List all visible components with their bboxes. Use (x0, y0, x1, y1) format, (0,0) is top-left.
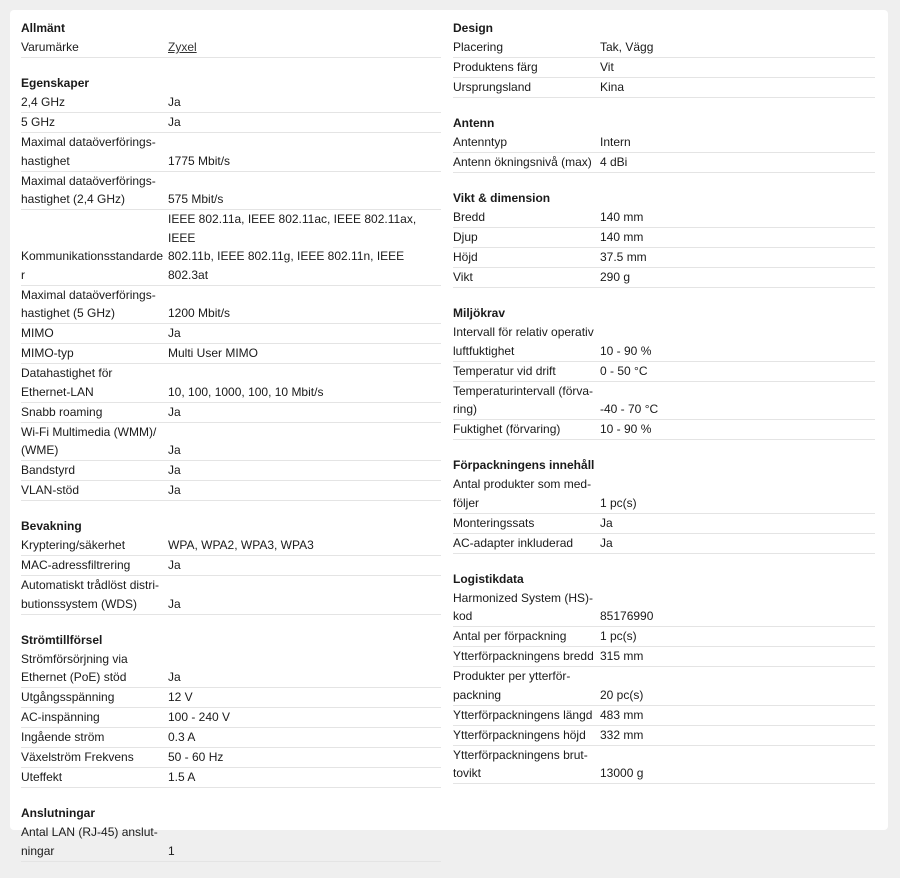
spec-label: Strömförsörjning via Ethernet (PoE) stöd (21, 651, 128, 684)
spec-label: Maximal dataöverförings- hastighet (21, 135, 156, 168)
spec-label: Djup (453, 230, 478, 244)
spec-value: 10, 100, 1000, 100, 10 Mbit/s (168, 384, 324, 399)
spec-row (453, 534, 875, 554)
spec-label: Fuktighet (förvaring) (453, 422, 561, 436)
spec-row (453, 362, 875, 382)
spec-value: 1.5 A (168, 770, 196, 784)
spec-row (21, 556, 441, 576)
spec-value: 332 mm (600, 727, 644, 742)
spec-label: Ursprungsland (453, 80, 532, 94)
spec-row (453, 58, 875, 78)
spec-row (21, 823, 441, 862)
spec-row (21, 324, 441, 344)
spec-row (21, 536, 441, 556)
spec-value: 50 - 60 Hz (168, 750, 224, 764)
spec-label: Temperatur vid drift (453, 363, 556, 378)
spec-value: 85176990 (600, 609, 654, 623)
spec-row (453, 208, 875, 228)
section-bevakning (21, 517, 441, 615)
spec-value: 483 mm (600, 707, 644, 722)
spec-row (453, 589, 875, 628)
spec-value: Ja (168, 443, 181, 457)
spec-value: 140 mm (600, 230, 644, 244)
spec-label: Växelström Frekvens (21, 750, 134, 764)
spec-value: Kina (600, 80, 625, 94)
spec-value: Ja (168, 404, 181, 419)
spec-label: Höjd (453, 250, 478, 264)
spec-value: Ja (600, 515, 613, 530)
spec-row (453, 268, 875, 288)
spec-label: Wi-Fi Multimedia (WMM)/ (WME) (21, 424, 157, 457)
spec-row (453, 133, 875, 153)
section-anslutningar (21, 804, 441, 862)
spec-value: 12 V (168, 690, 193, 704)
spec-label: Antal produkter som med- följer (453, 477, 592, 510)
spec-row (453, 228, 875, 248)
spec-value: Ja (168, 115, 181, 129)
spec-row (21, 113, 441, 133)
spec-value: 10 - 90 % (600, 343, 652, 358)
spec-value: Intern (600, 135, 631, 149)
spec-row (21, 344, 441, 364)
spec-row (21, 728, 441, 748)
spec-value: 10 - 90 % (600, 422, 652, 436)
spec-row (21, 650, 441, 689)
spec-value: Ja (168, 558, 181, 572)
section-miljokrav (453, 304, 875, 440)
spec-label: MIMO (21, 326, 54, 340)
spec-label: Ytterförpackningens bredd (453, 649, 594, 663)
spec-label: Vikt (453, 270, 473, 284)
spec-row (453, 153, 875, 173)
spec-row (453, 323, 875, 362)
spec-label: Ytterförpackningens höjd (453, 727, 586, 742)
spec-row (453, 420, 875, 440)
spec-value: 0 - 50 °C (600, 363, 648, 378)
spec-row (453, 647, 875, 667)
spec-row (21, 481, 441, 501)
spec-value: Ja (168, 326, 181, 340)
spec-label: Utgångsspänning (21, 690, 115, 704)
section-title: Anslutningar (21, 806, 95, 820)
spec-label: Maximal dataöverförings- hastighet (2,4 GHz) (21, 173, 156, 206)
spec-label: Placering (453, 40, 504, 54)
spec-value: Tak, Vägg (600, 40, 654, 54)
spec-value: Ja (600, 535, 613, 550)
spec-row (453, 248, 875, 268)
spec-value: IEEE 802.11a, IEEE 802.11ac, IEEE 802.11ax, IEEE 802.11b, IEEE 802.11g, IEEE 802.11n, IEEE 802.3at (168, 212, 417, 282)
spec-label: VLAN-stöd (21, 483, 80, 497)
section-title: Strömtillförsel (21, 632, 103, 647)
spec-row (21, 768, 441, 788)
spec-value: 37.5 mm (600, 250, 647, 264)
spec-row (21, 93, 441, 113)
spec-value: -40 - 70 °C (600, 402, 659, 416)
section-antenn (453, 114, 875, 173)
spec-value: 290 g (600, 270, 631, 284)
spec-value: 100 - 240 V (168, 710, 231, 724)
spec-column-left (21, 19, 441, 878)
section-egenskaper (21, 74, 441, 501)
spec-label: Kryptering/säkerhet (21, 538, 126, 552)
section-vikt-dimension (453, 189, 875, 288)
section-stromtillforsel (21, 631, 441, 789)
spec-label: AC-inspänning (21, 710, 100, 724)
spec-row (453, 382, 875, 421)
section-title: Vikt & dimension (453, 191, 551, 205)
spec-row (21, 688, 441, 708)
spec-row (453, 667, 875, 706)
spec-value: 1 pc(s) (600, 629, 637, 643)
section-title: Antenn (453, 116, 495, 130)
spec-label: Antal per förpackning (453, 629, 567, 643)
spec-label: 2,4 GHz (21, 95, 66, 109)
section-title: Allmänt (21, 21, 66, 35)
spec-label: Datahastighet för Ethernet-LAN (21, 366, 113, 399)
spec-label: MAC-adressfiltrering (21, 558, 131, 572)
spec-label: Ytterförpackningens brut- tovikt (453, 747, 588, 780)
spec-row (453, 78, 875, 98)
spec-label: Antal LAN (RJ-45) anslut- ningar (21, 825, 158, 858)
spec-value: Ja (168, 95, 181, 109)
spec-label: Produkter per ytterför- packning (453, 669, 571, 702)
section-design (453, 19, 875, 98)
spec-label: Bandstyrd (21, 463, 76, 477)
spec-label: Ytterförpackningens längd (453, 707, 593, 722)
spec-value: Vit (600, 60, 614, 74)
spec-value: 20 pc(s) (600, 687, 644, 702)
spec-row (453, 746, 875, 785)
spec-column-right (453, 19, 875, 800)
spec-label: Automatiskt trådlöst distri- butionssystem (WDS) (21, 578, 160, 611)
spec-row (21, 403, 441, 423)
section-logistikdata (453, 570, 875, 785)
spec-label: Intervall för relativ operativ luftfuktighet (453, 325, 594, 358)
spec-value: 575 Mbit/s (168, 192, 224, 206)
section-title: Förpackningens innehåll (453, 458, 595, 472)
spec-value: Ja (168, 596, 181, 611)
spec-label: Uteffekt (21, 770, 63, 784)
spec-value: 315 mm (600, 649, 644, 663)
spec-label: Kommunikationsstandarde r (21, 249, 164, 282)
section-title: Egenskaper (21, 76, 90, 90)
spec-label: Produktens färg (453, 60, 538, 74)
spec-row (21, 210, 441, 286)
spec-row (21, 461, 441, 481)
section-title: Logistikdata (453, 571, 524, 586)
spec-label: MIMO-typ (21, 346, 74, 360)
spec-value: 0.3 A (168, 730, 196, 744)
spec-row (21, 133, 441, 172)
spec-row (21, 708, 441, 728)
spec-row (21, 38, 441, 58)
spec-label: Ingående ström (21, 730, 105, 744)
spec-row (453, 627, 875, 647)
spec-row (21, 172, 441, 211)
spec-value: Ja (168, 670, 181, 684)
section-forpackningens-innehall (453, 456, 875, 554)
spec-label: Maximal dataöverförings- hastighet (5 GHz) (21, 287, 156, 320)
brand-link[interactable] (168, 38, 441, 57)
spec-value: 1200 Mbit/s (168, 306, 231, 320)
spec-row (21, 364, 441, 403)
spec-row (453, 475, 875, 514)
spec-value: Ja (168, 483, 181, 497)
spec-row (21, 423, 441, 462)
spec-card (10, 10, 888, 858)
brand-link-text[interactable]: Zyxel (168, 40, 197, 54)
spec-row (453, 514, 875, 534)
spec-label: Temperaturintervall (förva- ring) (453, 383, 594, 416)
spec-value: 1775 Mbit/s (168, 153, 231, 168)
spec-label: Harmonized System (HS)- kod (453, 590, 594, 623)
spec-value: Ja (168, 463, 181, 477)
spec-label: Snabb roaming (21, 404, 103, 419)
spec-label: AC-adapter inkluderad (453, 535, 574, 550)
spec-row (453, 38, 875, 58)
spec-value: 1 (168, 843, 175, 858)
spec-value: 140 mm (600, 210, 644, 224)
spec-row (21, 748, 441, 768)
spec-label: Varumärke (21, 40, 79, 54)
spec-value: Multi User MIMO (168, 346, 258, 360)
spec-label: Monteringssats (453, 515, 535, 530)
spec-value: 4 dBi (600, 155, 628, 169)
spec-value: 1 pc(s) (600, 495, 637, 510)
spec-row (21, 576, 441, 615)
section-allmant (21, 19, 441, 58)
spec-value: 13000 g (600, 766, 644, 780)
spec-value: WPA, WPA2, WPA3, WPA3 (168, 538, 314, 552)
spec-row (453, 706, 875, 726)
spec-label: Bredd (453, 210, 486, 224)
spec-label: Antenn ökningsnivå (max) (453, 155, 592, 169)
spec-label: Antenntyp (453, 135, 508, 149)
spec-row (453, 726, 875, 746)
section-title: Miljökrav (453, 306, 506, 320)
section-title: Bevakning (21, 519, 82, 533)
section-title: Design (453, 21, 494, 35)
spec-label: 5 GHz (21, 115, 56, 129)
spec-row (21, 286, 441, 325)
